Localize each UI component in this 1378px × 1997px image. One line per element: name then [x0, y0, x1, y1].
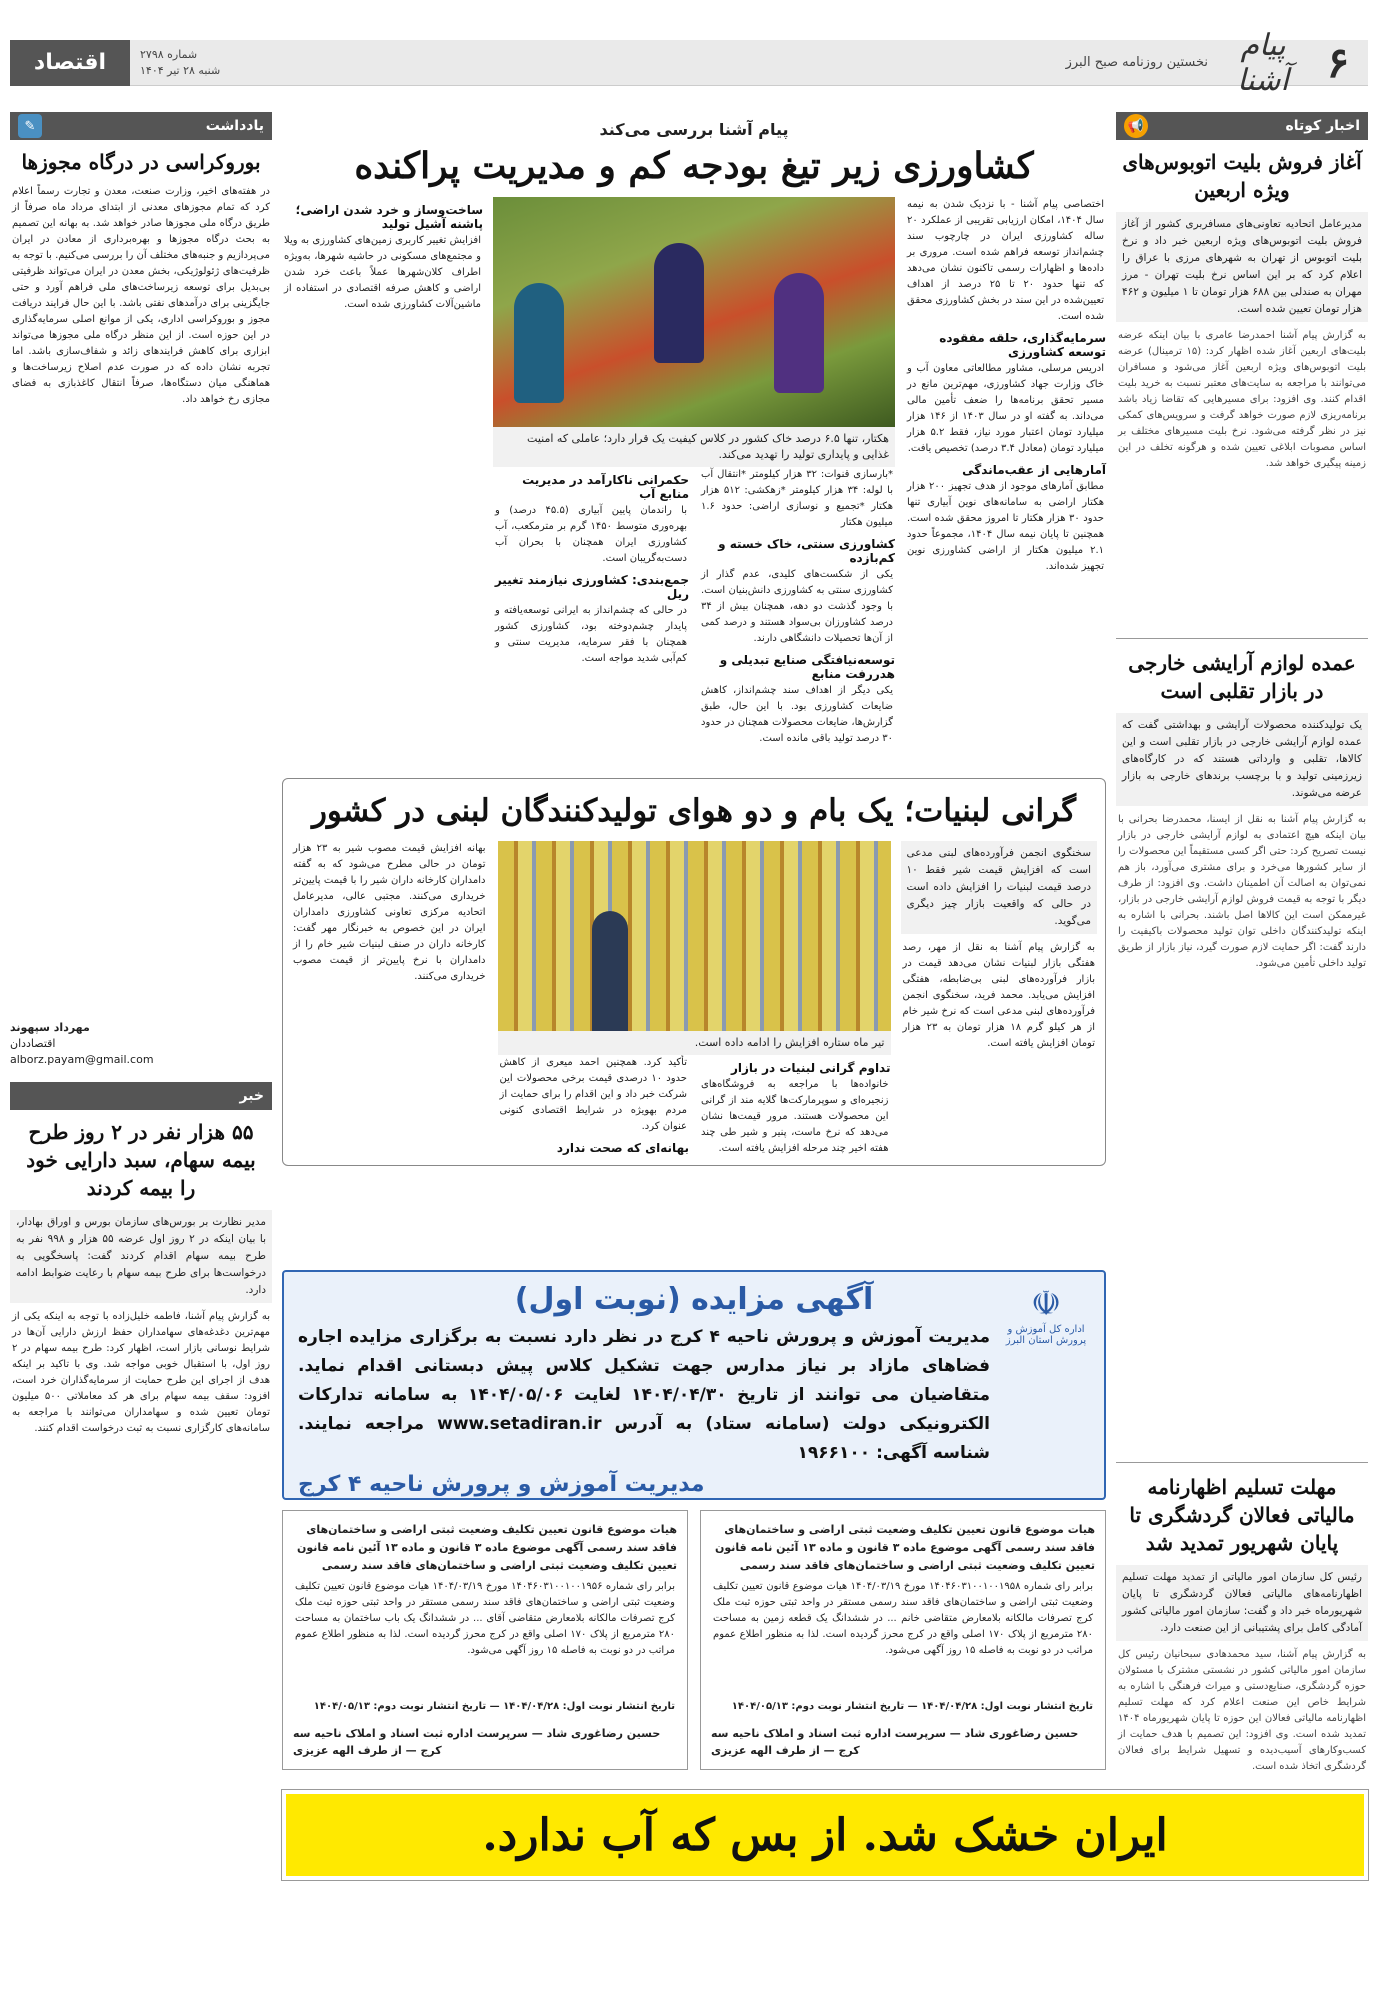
- story-headline: کشاورزی زیر تیغ بودجه کم و مدیریت پراکنده: [354, 145, 1034, 187]
- brief-title: مهلت تسلیم اظهارنامه مالیاتی فعالان گردشگری تا پایان شهریور تمدید شد: [1129, 1475, 1355, 1555]
- story-paragraph: یکی از شکست‌های کلیدی، عدم گذار از کشاورزی سنتی به کشاورزی دانش‌بنیان است. با وجود گذشت دو دهه، همچنان بیش از ۳۴ درصد کشاورزان بی‌سواد هستند و درصد کمی از آن‌ها تحصیلات دانشگاهی دارند.: [701, 569, 893, 644]
- author-role: اقتصاددان: [10, 1037, 56, 1050]
- brief-title: آغاز فروش بلیت اتوبوس‌های ویژه اربعین: [1122, 150, 1362, 202]
- brief-body: به گزارش پیام آشنا، سید محمدهادی سبحانیان رئیس کل سازمان امور مالیاتی کشور در نشستی مشترک با مسئولان حوزه گردشگری، صنایع‌دستی و میراث فرهنگی با اشاره به شرایط خاص این صنعت اعلام کرد که مهلت تسلیم اظهارنامه مالیاتی فعالان این حوزه تا پایان شهریورماه ۱۴۰۴ تمدید شده است. وی افزود: این تصمیم با هدف حمایت از کسب‌وکارهای آسیب‌دیده و تسهیل شرایط برای فعالان گردشگری اتخاذ شده است.: [1118, 1649, 1366, 1772]
- brief-lead: رئیس کل سازمان امور مالیاتی از تمدید مهلت تسلیم اظهارنامه‌های مالیاتی فعالان گردشگری تا پایان شهریورماه خبر داد و گفت: سازمان امور مالیاتی کشور آمادگی کامل برای پشتیبانی از این صنعت دارد.: [1116, 1565, 1368, 1641]
- story-paragraph: اختصاصی پیام آشنا - با نزدیک شدن به نیمه سال ۱۴۰۴، امکان ارزیابی تقریبی از عملکرد ۲۰ ساله کشاورزی ایران در چارچوب سند چشم‌انداز توسعه فراهم شده است. مروری بر داده‌ها و اظهارات رسمی تاکنون نشان می‌دهد که تنها حدود ۲۰ تا ۲۵ درصد از اهداف تعیین‌شده در این سند در بخش کشاورزی محقق شده است.: [907, 199, 1105, 322]
- legal-dates: تاریخ انتشار نوبت اول: ۱۴۰۴/۰۴/۲۸ — تاریخ انتشار نوبت دوم: ۱۴۰۴/۰۵/۱۳: [313, 1701, 675, 1712]
- dairy-columns: [291, 841, 1097, 1157]
- opinion-byline: [10, 1020, 272, 1068]
- story-column: [901, 841, 1098, 1157]
- short-news-column: [1116, 112, 1368, 1997]
- ad-title: آگهی مزایده (نوبت اول): [514, 1282, 874, 1317]
- story-column: [498, 1055, 690, 1157]
- farm-workers-photo: [493, 197, 895, 427]
- legal-notice: [282, 1510, 688, 1770]
- supermarket-photo: [498, 841, 891, 1031]
- story-sub-columns: [498, 1055, 891, 1157]
- masthead: [10, 27, 1368, 98]
- story-column-wide: [493, 197, 895, 747]
- short-news-header-label: اخبار کوتاه: [1285, 118, 1360, 134]
- slogan-banner: ایران خشک شد. از بس که آب ندارد.: [282, 1790, 1368, 1880]
- story-paragraph: افزایش تغییر کاربری زمین‌های کشاورزی به ویلا و مجتمع‌های مسکونی در حاشیه شهرها، به‌ویژه اطراف کلان‌شهرها عملاً باعث خرد شدن اراضی و کاهش صرفه اقتصادی در استفاده از ماشین‌آلات کشاورزی شده است.: [284, 235, 481, 310]
- news-title: ۵۵ هزار نفر در ۲ روز طرح بیمه سهام، سبد دارایی خود را بیمه کردند: [26, 1120, 256, 1200]
- divider: [1116, 638, 1368, 639]
- legal-title: هیات موضوع قانون تعیین تکلیف وضعیت ثبتی اراضی و ساختمان‌های فاقد سند رسمی آگهی موضوع ماده ۳ قانون و ماده ۱۳ آئین نامه قانون تعیین تکلیف وضعیت ثبتی اراضی و ساختمان‌های فاقد سند رسمی: [715, 1523, 1095, 1572]
- emblem-caption: اداره کل آموزش و پرورش استان البرز: [1005, 1324, 1087, 1346]
- issue-info: [130, 47, 220, 79]
- story-paragraph: ادریس مرسلی، مشاور مطالعاتی معاون آب و خاک وزارت جهاد کشاورزی، مهم‌ترین مانع در مسیر تحقق برنامه‌ها را ضعف تأمین مالی می‌داند. به گفته او در سال ۱۴۰۳ از ۱۴۶ هزار میلیارد تومان اعتبار مورد نیاز، فقط ۵.۲ هزار میلیارد تومان (معادل ۳.۴ درصد) تخصیص یافت.: [907, 363, 1104, 454]
- news-header-label: خبر: [239, 1088, 264, 1104]
- story-subhead: بهانه‌ای که صحت ندارد: [556, 1141, 689, 1155]
- story-subhead: حکمرانی ناکارآمد در مدیریت منابع آب: [522, 473, 689, 501]
- author-name: مهرداد سپهوند: [10, 1021, 90, 1034]
- story-columns: [282, 197, 1106, 747]
- photo-caption: هکتار، تنها ۶.۵ درصد خاک کشور در کلاس کیفیت یک قرار دارد؛ عاملی که امنیت غذایی و پایداری تولید را تهدید می‌کند.: [493, 427, 895, 467]
- legal-notice: [700, 1510, 1106, 1770]
- story-subhead: توسعه‌نیافتگی صنایع تبدیلی و هدررفت منابع: [719, 653, 895, 681]
- divider: [1116, 1462, 1368, 1463]
- story-column-wide: [498, 841, 891, 1157]
- opinion-body: در هفته‌های اخیر، وزارت صنعت، معدن و تجارت رسماً اعلام کرد که تمام مجوزهای معدنی از ابتدای مرداد ماه صرفاً از طریق درگاه ملی مجوزها صادر خواهد شد. به بهانه این تصمیم به بحث درگاه مجوزها و بهره‌برداری از معادن در ایران می‌پردازیم و جنبه‌های مختلف آن را بررسی می‌کنیم. با توجه به ظرفیت‌های ژئولوژیکی، بخش معدن در ایران می‌تواند ظرفیتی بی‌بدیل برای توسعه زیرساخت‌های ملی فراهم آورد و حتی جایگزینی برای درآمدهای نفتی باشد. با این حال فرایند دریافت مجوز و بوروکراسی اداری، یکی از موانع اصلی سرمایه‌گذاری در این حوزه است. از این منظر درگاه ملی مجوزها می‌تواند ابزاری برای کاهش فرایندهای زائد و شفاف‌سازی باشد. اما تجربه نشان داده که در صورت عدم اصلاح زیرساخت‌ها و هماهنگی میان دستگاه‌ها، صرفاً انتقال کاغذبازی به فضای مجازی رخ خواهد داد.: [12, 186, 270, 405]
- story-kicker: پیام آشنا بررسی می‌کند: [599, 120, 789, 139]
- legal-signature: حسین رضاغوری شاد — سرپرست اداره ثبت اسناد و املاک ناحیه سه کرج — از طرف الهه عزیزی: [711, 1727, 1079, 1757]
- legal-dates: تاریخ انتشار نوبت اول: ۱۴۰۴/۰۴/۲۸ — تاریخ انتشار نوبت دوم: ۱۴۰۴/۰۵/۱۳: [731, 1701, 1093, 1712]
- story-paragraph: به گزارش پیام آشنا به نقل از مهر، رصد هفتگی بازار لبنیات نشان می‌دهد قیمت در بازار فرآورده‌های لبنی بی‌ضابطه، هفتگی افزایش می‌یابد. محمد فرید، سخنگوی انجمن فرآورده‌های لبنی مدعی است که نرخ شیر خام از هر کیلو گرم ۱۸ هزار تومان به ۲۳ هزار تومان افزایش یافته است.: [902, 942, 1095, 1049]
- story-paragraph: تأکید کرد. همچنین احمد میعری از کاهش حدود ۱۰ درصدی قیمت برخی محصولات این شرکت خبر داد و این اقدام را برای حمایت از مردم بهویژه در شرایط اقتصادی کنونی عنوان کرد.: [499, 1057, 687, 1132]
- story-paragraph: با راندمان پایین آبیاری (۴۵.۵ درصد) و بهره‌وری متوسط ۱۴۵۰ گرم بر مترمکعب، آب کشاورزی ایران همچنان با بحران آب دست‌به‌گریبان است.: [495, 505, 687, 564]
- story-subhead: آمارهایی از عقب‌ماندگی: [962, 463, 1106, 477]
- issue-number: شماره ۲۷۹۸: [140, 47, 198, 61]
- story-paragraph: بهانه افزایش قیمت مصوب شیر به ۲۳ هزار تومان در حالی مطرح می‌شود که به گفته دامداران کارخانه داران شیر را با قیمت پایین‌تر خریداری می‌کنند. مجتبی عالی، مدیرعامل اتحادیه مرکزی تعاونی کشاورزی دامداران ایران در این خصوص به خبرنگار مهر گفت: کارخانه داران در صنف لبنیات شیر خام را از دامداران با نرخ پایین‌تر از قیمت مصوب خریداری می‌کنند.: [293, 843, 486, 982]
- opinion-title: بوروکراسی در درگاه مجوزها: [21, 150, 261, 174]
- story-column: [282, 197, 483, 747]
- emblem: [1002, 1284, 1090, 1346]
- opinion-header: [10, 112, 272, 140]
- photo-caption: تیر ماه ستاره افزایش را ادامه داده است.: [498, 1031, 891, 1055]
- iran-emblem-icon: ☫: [1030, 1284, 1062, 1324]
- lead-story: [282, 112, 1106, 747]
- brief-lead: مدیرعامل اتحادیه تعاونی‌های مسافربری کشور از آغاز فروش بلیت اتوبوس‌های ویژه اربعین خبر داد و نرخ بلیت اتوبوس از تهران به شهرهای مرزی با عراق را اعلام کرد که بر این اساس نرخ بلیت تهران - مرز مهران به صندلی بین ۶۸۸ هزار تومان تا ۱ میلیون و ۴۶۲ هزار تومان تعیین شده است.: [1116, 212, 1368, 322]
- brief-body: به گزارش پیام آشنا احمدرضا عامری با بیان اینکه عرضه بلیت‌های اربعین آغاز شده اظهار کرد: (۱۵ ترمینال) عرضه بلیت اتوبوس‌های ویژه اربعین آغاز می‌شود و مسافران می‌توانند با مراجعه به سایت‌های معتبر نسبت به خرید بلیت اقدام کنند. وی افزود: برای مسیرهایی که تقاضا زیاد باشد برنامه‌ریزی لازم صورت خواهد گرفت و سرویس‌های کمکی نیز در نظر گرفته می‌شود. نرخ بلیت مسیرهای مختلف بر اساس مصوبات ابلاغی تعیین شده و هرگونه تخلف در این زمینه پیگیری خواهد شد.: [1118, 330, 1366, 469]
- notepad-icon: ✎: [18, 114, 42, 138]
- story-column: [699, 467, 895, 747]
- author-email[interactable]: alborz.payam@gmail.com: [10, 1053, 154, 1066]
- legal-body: برابر رای شماره ۱۴۰۴۶۰۳۱۰۰۱۰۰۱۹۵۶ مورخ ۱۴۰۴/۰۳/۱۹ هیات موضوع قانون تعیین تکلیف وضعیت ثبتی اراضی و ساختمان‌های فاقد سند رسمی مستقر در واحد ثبتی حوزه ثبت ملک کرج تصرفات مالکانه بلامعارض متقاضی آقای ... در ششدانگ یک باب ساختمان به مساحت ۲۸۰ مترمربع از پلاک ۱۷۰ اصلی واقع در کرج محرز گردیده است. لذا به منظور اطلاع عموم مراتب در دو نوبت به فاصله ۱۵ روز آگهی می‌شود.: [295, 1581, 675, 1656]
- dairy-lead: سخنگوی انجمن فرآورده‌های لبنی مدعی است که افزایش قیمت شیر فقط ۱۰ درصد قیمت لبنیات را افزایش داده است در حالی که واقعیت بازار چیز دیگری می‌گوید.: [901, 841, 1098, 934]
- story-paragraph: مطابق آمارهای موجود از هدف تجهیز ۲۰۰ هزار هکتار اراضی به سامانه‌های نوین آبیاری تنها حدود ۳۰ هزار هکتار تا امروز محقق شده است. همچنین تا پایان نیمه سال ۱۴۰۴، مجموعاً حدود ۲.۱ میلیون هکتار از اراضی کشاورزی نوین تجهیز شده‌اند.: [907, 481, 1104, 572]
- legal-notices: [282, 1510, 1106, 1770]
- legal-body: برابر رای شماره ۱۴۰۴۶۰۳۱۰۰۱۰۰۱۹۵۸ مورخ ۱۴۰۴/۰۳/۱۹ هیات موضوع قانون تعیین تکلیف وضعیت ثبتی اراضی و ساختمان‌های فاقد سند رسمی مستقر در واحد ثبتی حوزه ثبت ملک کرج تصرفات مالکانه بلامعارض متقاضی خانم ... در ششدانگ یک قطعه زمین به مساحت ۲۸۰ مترمربع از پلاک ۱۷۰ اصلی واقع در کرج محرز گردیده است. لذا به منظور اطلاع عموم مراتب در دو نوبت به فاصله ۱۵ روز آگهی می‌شود.: [713, 1581, 1093, 1656]
- page-number: ۶: [1326, 38, 1350, 87]
- news-header: [10, 1082, 272, 1110]
- ad-signature: مدیریت آموزش و پرورش ناحیه ۴ کرج: [298, 1472, 705, 1497]
- auction-ad: [282, 1270, 1106, 1500]
- story-sub-columns: [493, 467, 895, 747]
- megaphone-icon: 📢: [1124, 114, 1148, 138]
- story-column: [493, 467, 689, 747]
- story-column: [905, 197, 1106, 747]
- legal-title: هیات موضوع قانون تعیین تکلیف وضعیت ثبتی اراضی و ساختمان‌های فاقد سند رسمی آگهی موضوع ماده ۳ قانون و ماده ۱۳ آئین نامه قانون تعیین تکلیف وضعیت ثبتی اراضی و ساختمان‌های فاقد سند رسمی: [297, 1523, 677, 1572]
- story-subhead: تداوم گرانی لبنیات در بازار: [731, 1061, 891, 1075]
- tagline: نخستین روزنامه صبح البرز: [1065, 55, 1208, 70]
- issue-date: شنبه ۲۸ تیر ۱۴۰۴: [140, 63, 221, 77]
- story-paragraph: خانواده‌ها با مراجعه به فروشگاه‌های زنجیره‌ای و سوپرمارکت‌ها گلایه مند از گرانی این محصولات هستند. مرور قیمت‌ها نشان می‌دهد که نرخ ماست، پنیر و شیر طی چند هفته اخیر چند مرحله افزایش یافته است.: [701, 1079, 889, 1154]
- story-paragraph: در حالی که چشم‌انداز به ایرانی توسعه‌یافته و پایدار چشم‌دوخته بود، کشاورزی کشور همچنان با فقر سرمایه، مدیریت سنتی و کم‌آبی شدید مواجه است.: [495, 605, 687, 664]
- brief-title: عمده لوازم آرایشی خارجی در بازار تقلبی است: [1128, 651, 1356, 703]
- short-news-header: [1116, 112, 1368, 140]
- ad-body: مدیریت آموزش و پرورش ناحیه ۴ کرج در نظر دارد نسبت به برگزاری مزایده اجاره فضاهای مازاد بر نیاز مدارس جهت تشکیل کلاس پیش دبستانی اقدام نماید. متقاضیان می توانند از تاریخ ۱۴۰۴/۰۴/۳۰ لغایت ۱۴۰۴/۰۵/۰۶ به سامانه تدارکات الکترونیکی دولت (سامانه ستاد) به آدرس www.setadiran.ir مراجعه نمایند. شناسه آگهی: ۱۹۶۶۱۰۰: [298, 1327, 991, 1463]
- story-column: [699, 1055, 891, 1157]
- dairy-headline: گرانی لبنیات؛ یک بام و دو هوای تولیدکنندگان لبنی در کشور: [311, 793, 1077, 829]
- story-paragraph: یکی دیگر از اهداف سند چشم‌انداز، کاهش ضایعات کشاورزی بود. با این حال، طبق گزارش‌ها، ضایعات محصولات همچنان در حدود ۳۰ درصد تولید باقی مانده است.: [701, 685, 893, 744]
- story-subhead: کشاورزی سنتی، خاک خسته و کم‌بازده: [718, 537, 895, 565]
- opinion-column: [10, 112, 272, 1679]
- section-label: اقتصاد: [10, 40, 130, 86]
- dairy-story: [282, 778, 1106, 1166]
- story-bullets: *بارسازی قنوات: ۳۲ هزار کیلومتر *انتقال آب با لوله: ۳۴ هزار کیلومتر *زهکشی: ۵۱۲ هزار هکتار *تجمیع و نوسازی اراضی: حدود ۱.۶ میلیون هکتار: [701, 469, 894, 528]
- brief-body: به گزارش پیام آشنا به نقل از ایسنا، محمدرضا بحرانی با بیان اینکه هیچ اعتمادی به لوازم آرایشی خارجی در بازار نیست تصریح کرد: حتی اگر کسی مستقیماً این محصولات را از سایر کشورها می‌خرد و برای مشتری می‌آورد، باز هم نمی‌توان به اصالت آن اطمینان داشت. وی افزود: از طرف دیگر با توجه به قیمت فروش لوازم آرایشی خارجی در بازار، غیرممکن است این کالاها اصل باشند. بحرانی با اشاره به اینکه تولیدکنندگان داخلی توان تولید محصولات باکیفیت را دارند گفت: اگر حمایت لازم صورت گیرد، نیاز بازار از طریق تولید داخلی تأمین می‌شود.: [1118, 814, 1366, 969]
- story-subhead: جمع‌بندی: کشاورزی نیازمند تغییر ریل: [494, 573, 689, 601]
- brief-lead: یک تولیدکننده محصولات آرایشی و بهداشتی گفت که عمده لوازم آرایشی خارجی در بازار تقلبی است و این کالاها، تقلبی و وارداتی هستند که در کارگاه‌های زیرزمینی تولید و با برچسب برندهای خارجی به بازار عرضه می‌شوند.: [1116, 713, 1368, 806]
- legal-signature: حسین رضاغوری شاد — سرپرست اداره ثبت اسناد و املاک ناحیه سه کرج — از طرف الهه عزیزی: [293, 1727, 661, 1757]
- news-body: به گزارش پیام آشنا، فاطمه خلیل‌زاده با توجه به اینکه یکی از مهم‌ترین دغدغه‌های سهامداران حفظ ارزش دارایی آن‌ها در شرایط نوسانی بازار است، اظهار کرد: طرح بیمه سهام در ۲ روز اول، با استقبال خوبی مواجه شد. وی با تاکید بر اینکه هدف از اجرای این طرح حمایت از سرمایه‌گذاران خرد است، افزود: سقف بیمه سهام برای هر کد معاملاتی ۵۰۰ میلیون تومان تعیین شده و سهامداران می‌توانند با مراجعه به سامانه‌های کارگزاری نسبت به ثبت درخواست اقدام کنند.: [12, 1311, 271, 1434]
- news-lead: مدیر نظارت بر بورس‌های سازمان بورس و اوراق بهادار، با بیان اینکه در ۲ روز اول عرضه ۵۵ هزار و ۹۹۸ نفر به طرح بیمه سهام اقدام کردند گفت: پاسخگویی به درخواست‌ها برای طرح بیمه سهام با رعایت ضوابط ادامه دارد.: [10, 1210, 272, 1303]
- story-subhead: سرمایه‌گذاری، حلقه مفقوده توسعه کشاورزی: [939, 331, 1106, 359]
- opinion-header-label: یادداشت: [205, 118, 264, 134]
- story-subhead: ساخت‌وساز و خرد شدن اراضی؛ پاشنه آشیل تولید: [295, 203, 483, 231]
- newspaper-logo: پیام آشنا: [1237, 27, 1289, 98]
- story-column: [291, 841, 488, 1157]
